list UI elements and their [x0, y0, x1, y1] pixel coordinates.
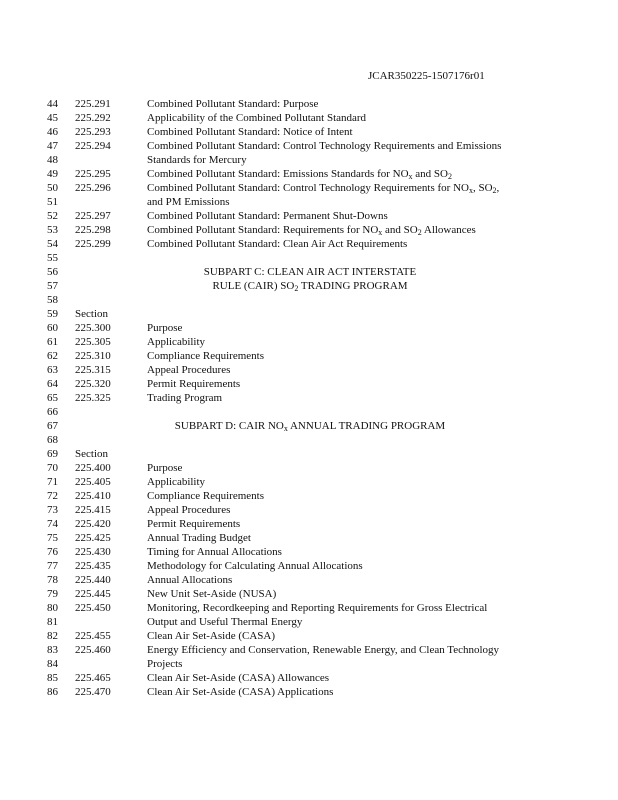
section-title	[147, 349, 264, 363]
text-fragment: Timing for Annual Allocations	[147, 546, 282, 558]
section-title	[147, 531, 251, 545]
section-number: 225.291	[75, 98, 111, 110]
text-fragment: Permit Requirements	[147, 518, 241, 530]
text-fragment: Combined Pollutant Standard: Clean Air Act Requirements	[147, 238, 408, 250]
section-title	[147, 559, 363, 573]
section-title	[147, 363, 230, 377]
toc-row	[0, 405, 618, 419]
section-number: 225.298	[75, 224, 111, 236]
toc-row	[0, 237, 618, 251]
section-number: 225.450	[75, 602, 111, 614]
toc-row	[0, 433, 618, 447]
text-fragment: SUBPART C: CLEAN AIR ACT INTERSTATE	[203, 266, 417, 278]
text-fragment: Permit Requirements	[147, 378, 241, 390]
text-fragment: Annual Trading Budget	[147, 532, 251, 544]
section-title	[147, 237, 407, 251]
section-title	[147, 503, 230, 517]
text-fragment: RULE (CAIR) SO	[212, 280, 295, 292]
line-number: 81	[47, 616, 58, 628]
toc-row	[0, 167, 618, 181]
toc-row	[0, 321, 618, 335]
line-number: 84	[47, 658, 58, 670]
text-fragment: Combined Pollutant Standard: Control Technology Requirements and Emissions	[147, 140, 502, 152]
text-fragment: ,	[496, 182, 500, 194]
section-number: 225.470	[75, 686, 111, 698]
line-number: 61	[47, 336, 58, 348]
section-number: 225.465	[75, 672, 111, 684]
section-title	[147, 335, 205, 349]
text-fragment: , SO	[472, 182, 493, 194]
line-number: 63	[47, 364, 58, 376]
toc-row	[0, 195, 618, 209]
section-title	[147, 209, 388, 223]
text-fragment: Combined Pollutant Standard: Permanent Shut-Downs	[147, 210, 388, 222]
text-fragment: Combined Pollutant Standard: Emissions Standards for NO	[147, 168, 409, 180]
line-number: 79	[47, 588, 58, 600]
line-number: 77	[47, 560, 58, 572]
section-number: 225.292	[75, 112, 111, 124]
section-title	[147, 517, 240, 531]
text-fragment: and PM Emissions	[147, 196, 230, 208]
toc-row	[0, 181, 618, 195]
line-number: 69	[47, 448, 58, 460]
section-number: Section	[75, 308, 108, 320]
text-fragment: Output and Useful Thermal Energy	[147, 616, 303, 628]
line-number: 51	[47, 196, 58, 208]
line-number: 57	[47, 280, 58, 292]
line-number: 70	[47, 462, 58, 474]
section-number: 225.315	[75, 364, 111, 376]
subscript: 2	[492, 186, 497, 195]
section-number: 225.425	[75, 532, 111, 544]
subpart-heading	[0, 265, 618, 279]
line-number: 82	[47, 630, 58, 642]
section-number: 225.410	[75, 490, 111, 502]
toc-row	[0, 125, 618, 139]
subscript: 2	[448, 172, 452, 181]
section-number: 225.405	[75, 476, 111, 488]
line-number: 72	[47, 490, 58, 502]
section-title	[147, 111, 366, 125]
text-fragment: and SO	[412, 168, 448, 180]
subpart-heading-row	[0, 279, 618, 293]
section-title	[147, 573, 232, 587]
section-title	[147, 195, 230, 209]
section-title	[147, 587, 276, 601]
subscript: x	[468, 186, 473, 195]
toc-row	[0, 139, 618, 153]
subpart-heading-row	[0, 265, 618, 279]
toc-row	[0, 293, 618, 307]
section-number: 225.310	[75, 350, 111, 362]
toc-row	[0, 517, 618, 531]
section-title	[147, 321, 182, 335]
line-number: 60	[47, 322, 58, 334]
subscript: 2	[294, 284, 299, 293]
line-number: 62	[47, 350, 58, 362]
toc-row	[0, 223, 618, 237]
line-number: 85	[47, 672, 58, 684]
subscript: x	[283, 424, 288, 433]
text-fragment: Applicability of the Combined Pollutant Standard	[147, 112, 367, 124]
line-number: 59	[47, 308, 58, 320]
line-number: 86	[47, 686, 58, 698]
toc-row	[0, 587, 618, 601]
table-of-contents	[0, 97, 618, 699]
section-title	[147, 685, 333, 699]
text-fragment: Projects	[147, 658, 183, 670]
line-number: 56	[47, 266, 58, 278]
toc-row	[0, 475, 618, 489]
section-number: 225.294	[75, 140, 111, 152]
subscript: x	[408, 172, 413, 181]
line-number: 67	[47, 420, 58, 432]
section-number: 225.455	[75, 630, 111, 642]
section-number: 225.460	[75, 644, 111, 656]
section-number: 225.415	[75, 504, 111, 516]
text-fragment: Compliance Requirements	[147, 490, 264, 502]
toc-row	[0, 545, 618, 559]
section-number: 225.430	[75, 546, 111, 558]
text-fragment: Purpose	[147, 322, 183, 334]
line-number: 55	[47, 252, 58, 264]
subpart-heading	[0, 279, 618, 293]
text-fragment: Purpose	[147, 462, 183, 474]
section-number: 225.440	[75, 574, 111, 586]
toc-row	[0, 531, 618, 545]
section-title	[147, 615, 302, 629]
section-title	[147, 643, 499, 657]
text-fragment: Combined Pollutant Standard: Notice of Intent	[147, 126, 353, 138]
line-number: 75	[47, 532, 58, 544]
text-fragment: New Unit Set-Aside (NUSA)	[147, 588, 277, 600]
toc-row	[0, 601, 618, 615]
toc-row	[0, 251, 618, 265]
line-number: 65	[47, 392, 58, 404]
toc-row	[0, 503, 618, 517]
text-fragment: SUBPART D: CAIR NO	[174, 420, 284, 432]
line-number: 76	[47, 546, 58, 558]
toc-row	[0, 489, 618, 503]
section-title	[147, 139, 501, 153]
line-number: 46	[47, 126, 58, 138]
line-number: 52	[47, 210, 58, 222]
section-number: 225.435	[75, 560, 111, 572]
line-number: 78	[47, 574, 58, 586]
line-number: 58	[47, 294, 58, 306]
section-title	[147, 629, 275, 643]
text-fragment: Combined Pollutant Standard: Purpose	[147, 98, 319, 110]
section-title	[147, 475, 205, 489]
subpart-heading-row	[0, 419, 618, 433]
text-fragment: and SO	[382, 224, 418, 236]
toc-row	[0, 349, 618, 363]
section-title	[147, 223, 476, 237]
line-number: 80	[47, 602, 58, 614]
section-title	[147, 657, 182, 671]
section-title	[147, 377, 240, 391]
toc-row	[0, 643, 618, 657]
line-number: 66	[47, 406, 58, 418]
line-number: 47	[47, 140, 58, 152]
section-number: 225.400	[75, 462, 111, 474]
toc-row	[0, 97, 618, 111]
section-number: 225.299	[75, 238, 111, 250]
line-number: 54	[47, 238, 58, 250]
text-fragment: Methodology for Calculating Annual Allocations	[147, 560, 363, 572]
section-title	[147, 545, 282, 559]
text-fragment: Energy Efficiency and Conservation, Renewable Energy, and Clean Technology	[147, 644, 500, 656]
line-number: 49	[47, 168, 58, 180]
section-number: 225.445	[75, 588, 111, 600]
text-fragment: ANNUAL TRADING PROGRAM	[287, 420, 446, 432]
line-number: 48	[47, 154, 58, 166]
text-fragment: Annual Allocations	[147, 574, 233, 586]
section-title	[147, 601, 487, 615]
toc-row	[0, 657, 618, 671]
toc-row	[0, 153, 618, 167]
text-fragment: Trading Program	[147, 392, 223, 404]
text-fragment: Standards for Mercury	[147, 154, 247, 166]
section-number: 225.293	[75, 126, 111, 138]
subscript: x	[378, 228, 383, 237]
toc-row	[0, 559, 618, 573]
section-title	[147, 391, 222, 405]
section-title	[147, 489, 264, 503]
line-number: 74	[47, 518, 58, 530]
toc-row	[0, 335, 618, 349]
line-number: 50	[47, 182, 58, 194]
line-number: 45	[47, 112, 58, 124]
subscript: 2	[417, 228, 422, 237]
line-number: 68	[47, 434, 58, 446]
section-title	[147, 125, 353, 139]
toc-row	[0, 209, 618, 223]
text-fragment: Applicability	[147, 336, 206, 348]
line-number: 64	[47, 378, 58, 390]
text-fragment: Monitoring, Recordkeeping and Reporting Requirements for Gross Electrical	[147, 602, 488, 614]
toc-row	[0, 685, 618, 699]
toc-row	[0, 307, 618, 321]
text-fragment: TRADING PROGRAM	[298, 280, 408, 292]
text-fragment: Clean Air Set-Aside (CASA) Applications	[147, 686, 334, 698]
toc-row	[0, 377, 618, 391]
section-number: 225.297	[75, 210, 111, 222]
line-number: 83	[47, 644, 58, 656]
text-fragment: Combined Pollutant Standard: Control Technology Requirements for NO	[147, 182, 469, 194]
subpart-heading	[0, 419, 618, 433]
section-title	[147, 181, 499, 195]
section-number: 225.305	[75, 336, 111, 348]
text-fragment: Appeal Procedures	[147, 364, 231, 376]
text-fragment: Compliance Requirements	[147, 350, 264, 362]
toc-row	[0, 391, 618, 405]
toc-row	[0, 447, 618, 461]
section-number: 225.325	[75, 392, 111, 404]
line-number: 53	[47, 224, 58, 236]
toc-row	[0, 461, 618, 475]
section-number: 225.320	[75, 378, 111, 390]
toc-row	[0, 615, 618, 629]
toc-row	[0, 629, 618, 643]
text-fragment: Clean Air Set-Aside (CASA)	[147, 630, 276, 642]
toc-row	[0, 363, 618, 377]
section-title	[147, 153, 247, 167]
toc-row	[0, 573, 618, 587]
toc-row	[0, 111, 618, 125]
line-number: 44	[47, 98, 58, 110]
text-fragment: Appeal Procedures	[147, 504, 231, 516]
section-title	[147, 97, 318, 111]
section-number: Section	[75, 448, 108, 460]
section-title	[147, 671, 329, 685]
section-number: 225.295	[75, 168, 111, 180]
text-fragment: Applicability	[147, 476, 206, 488]
text-fragment: Allowances	[421, 224, 476, 236]
section-number: 225.300	[75, 322, 111, 334]
document-id: JCAR350225-1507176r01	[368, 70, 485, 82]
line-number: 71	[47, 476, 58, 488]
section-title	[147, 167, 452, 181]
text-fragment: Combined Pollutant Standard: Requirements for NO	[147, 224, 379, 236]
text-fragment: Clean Air Set-Aside (CASA) Allowances	[147, 672, 330, 684]
toc-row	[0, 671, 618, 685]
section-number: 225.296	[75, 182, 111, 194]
section-number: 225.420	[75, 518, 111, 530]
section-title	[147, 461, 182, 475]
line-number: 73	[47, 504, 58, 516]
